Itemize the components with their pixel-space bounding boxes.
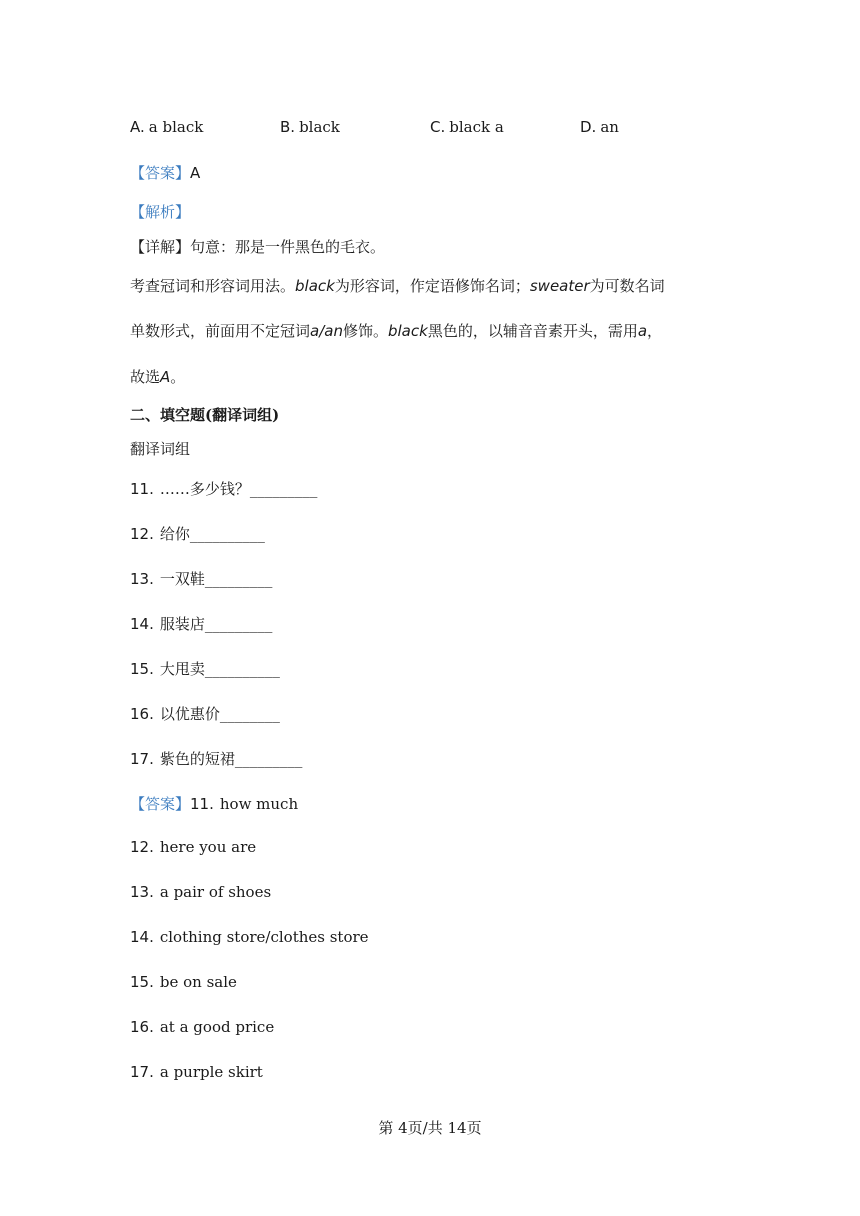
question-number: 11. — [130, 480, 154, 498]
answer-text: a purple skirt — [159, 1063, 263, 1081]
option-a — [130, 118, 203, 136]
answer-text: here you are — [159, 838, 257, 856]
answer-number: 17. — [130, 1063, 154, 1081]
explanation-text: 。 — [170, 368, 186, 386]
answers-tag: 【答案】 — [130, 795, 191, 813]
answer-11 — [130, 793, 298, 814]
option-text: black a — [449, 118, 504, 136]
analysis-tag: 【解析】 — [130, 203, 191, 221]
english-term: a — [637, 322, 648, 340]
answer-text: clothing store/clothes store — [159, 928, 369, 946]
explanation-text: 黑色的，以辅音音素开头，需用 — [427, 322, 638, 340]
answer-text: how much — [219, 795, 299, 813]
section-subtitle: 翻译词组 — [130, 440, 191, 458]
english-term: sweater — [529, 277, 590, 295]
question-text: 紫色的短裙_________ — [159, 750, 303, 768]
section-title: 二、填空题(翻译词组) — [130, 406, 280, 424]
answer-number: 14. — [130, 928, 154, 946]
answer-number: 13. — [130, 883, 154, 901]
explanation-line-1 — [130, 275, 665, 296]
explanation-text: 单数形式，前面用不定冠词 — [130, 322, 311, 340]
question-16 — [130, 703, 280, 724]
explanation-text: 为形容词，作定语修饰名词； — [334, 277, 530, 295]
question-text: 服装店_________ — [159, 615, 273, 633]
answer-line — [130, 162, 200, 183]
question-number: 14. — [130, 615, 154, 633]
option-letter: D. — [580, 118, 597, 136]
explanation-text: 故选 — [130, 368, 161, 386]
option-c — [430, 118, 504, 136]
page-footer: 第 4页/共 14页 — [378, 1119, 482, 1137]
english-term: black — [387, 322, 428, 340]
explanation-text: 修饰。 — [342, 322, 388, 340]
option-text: a black — [148, 118, 204, 136]
answer-tag: 【答案】 — [130, 164, 191, 182]
question-14 — [130, 613, 272, 634]
detail-tag: 【详解】 — [130, 238, 191, 256]
answer-number: 11. — [190, 795, 214, 813]
question-text: 大甩卖__________ — [159, 660, 280, 678]
answer-13 — [130, 883, 271, 901]
option-letter: A. — [130, 118, 145, 136]
answer-16 — [130, 1018, 274, 1036]
explanation-line-3 — [130, 366, 185, 387]
english-term: A — [160, 368, 171, 386]
question-12 — [130, 523, 265, 544]
option-text: black — [299, 118, 340, 136]
option-text: an — [600, 118, 619, 136]
detail-text: 句意：那是一件黑色的毛衣。 — [190, 238, 386, 256]
answer-text: a pair of shoes — [159, 883, 272, 901]
explanation-text: ， — [647, 322, 663, 340]
answer-value: A — [190, 164, 201, 182]
question-17 — [130, 748, 302, 769]
explanation-line-2 — [130, 320, 662, 341]
question-number: 13. — [130, 570, 154, 588]
answer-number: 12. — [130, 838, 154, 856]
question-13 — [130, 568, 272, 589]
question-text: 一双鞋_________ — [159, 570, 273, 588]
answer-12 — [130, 838, 256, 856]
question-text: ……多少钱？_________ — [159, 480, 318, 498]
answer-text: be on sale — [159, 973, 237, 991]
answer-17 — [130, 1063, 263, 1081]
option-letter: C. — [430, 118, 446, 136]
answer-number: 15. — [130, 973, 154, 991]
question-number: 16. — [130, 705, 154, 723]
question-text: 以优惠价________ — [159, 705, 280, 723]
option-b — [280, 118, 340, 136]
question-11 — [130, 478, 317, 499]
option-letter: B. — [280, 118, 296, 136]
english-term: a/an — [310, 322, 343, 340]
question-15 — [130, 658, 280, 679]
option-d — [580, 118, 619, 136]
answer-text: at a good price — [159, 1018, 275, 1036]
question-text: 给你__________ — [159, 525, 265, 543]
question-number: 12. — [130, 525, 154, 543]
detail-line — [130, 236, 385, 257]
answer-15 — [130, 973, 237, 991]
explanation-text: 为可数名词 — [589, 277, 665, 295]
answer-14 — [130, 928, 369, 946]
question-number: 15. — [130, 660, 154, 678]
english-term: black — [295, 277, 335, 295]
question-number: 17. — [130, 750, 154, 768]
explanation-text: 考查冠词和形容词用法。 — [130, 277, 296, 295]
answer-number: 16. — [130, 1018, 154, 1036]
